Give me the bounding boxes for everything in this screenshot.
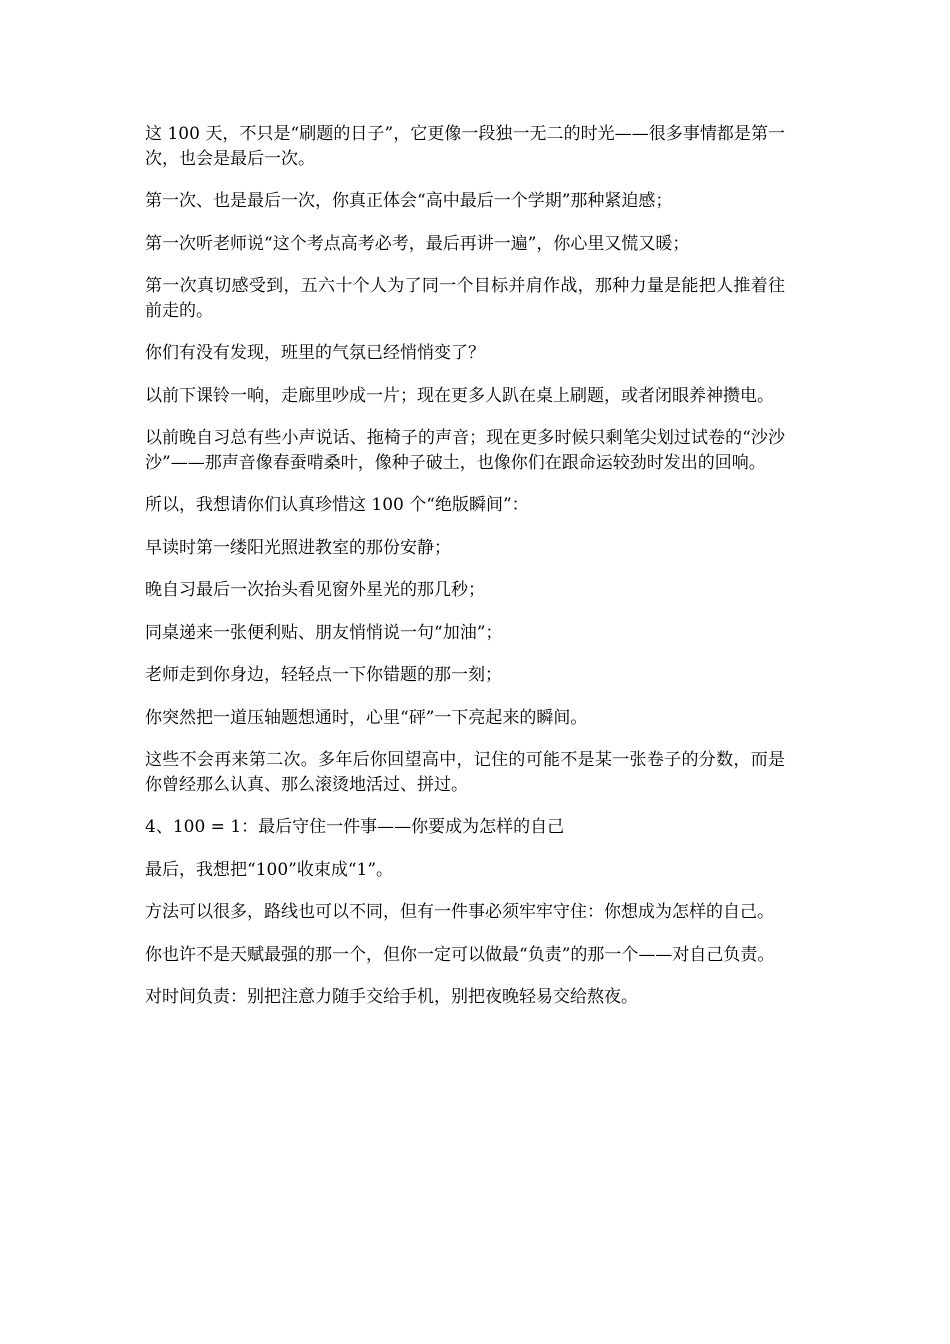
paragraph: 你也许不是天赋最强的那一个，但你一定可以做最“负责”的那一个——对自己负责。	[145, 944, 775, 965]
paragraph: 同桌递来一张便利贴、朋友悄悄说一句“加油”；	[145, 622, 503, 643]
paragraph: 对时间负责：别把注意力随手交给手机，别把夜晚轻易交给熬夜。	[145, 987, 638, 1007]
paragraph: 第一次、也是最后一次，你真正体会“高中最后一个学期”那种紧迫感；	[145, 191, 673, 211]
section-heading: 4、100 = 1：最后守住一件事——你要成为怎样的自己	[145, 817, 565, 837]
paragraph: 以前晚自习总有些小声说话、拖椅子的声音；现在更多时候只剩笔尖划过试卷的“沙沙沙”——那声音像春蚕啃桑叶，像种子破土，也像你们在跟命运较劲时发出的回响。	[145, 428, 785, 473]
paragraph: 方法可以很多，路线也可以不同，但有一件事必须牢牢守住：你想成为怎样的自己。	[145, 902, 774, 922]
paragraph: 第一次听老师说“这个考点高考必考，最后再讲一遍”，你心里又慌又暖；	[145, 233, 690, 254]
paragraph: 你们有没有发现，班里的气氛已经悄悄变了？	[145, 343, 485, 363]
paragraph: 这 100 天，不只是“刷题的日子”，它更像一段独一无二的时光——很多事情都是第一次，也会是最后一次。	[145, 124, 785, 169]
paragraph: 最后，我想把“100”收束成“1”。	[145, 859, 394, 880]
document-body	[145, 122, 785, 1028]
paragraph: 早读时第一缕阳光照进教室的那份安静；	[145, 537, 451, 558]
paragraph: 所以，我想请你们认真珍惜这 100 个“绝版瞬间”：	[145, 495, 529, 515]
paragraph: 老师走到你身边，轻轻点一下你错题的那一刻；	[145, 665, 502, 685]
paragraph: 这些不会再来第二次。多年后你回望高中，记住的可能不是某一张卷子的分数，而是你曾经那么认真、那么滚烫地活过、拼过。	[145, 750, 785, 795]
paragraph: 你突然把一道压轴题想通时，心里“砰”一下亮起来的瞬间。	[145, 707, 588, 728]
paragraph: 第一次真切感受到，五六十个人为了同一个目标并肩作战，那种力量是能把人推着往前走的。	[145, 276, 785, 321]
paragraph: 晚自习最后一次抬头看见窗外星光的那几秒；	[145, 580, 485, 600]
paragraph: 以前下课铃一响，走廊里吵成一片；现在更多人趴在桌上刷题，或者闭眼养神攒电。	[145, 385, 774, 406]
